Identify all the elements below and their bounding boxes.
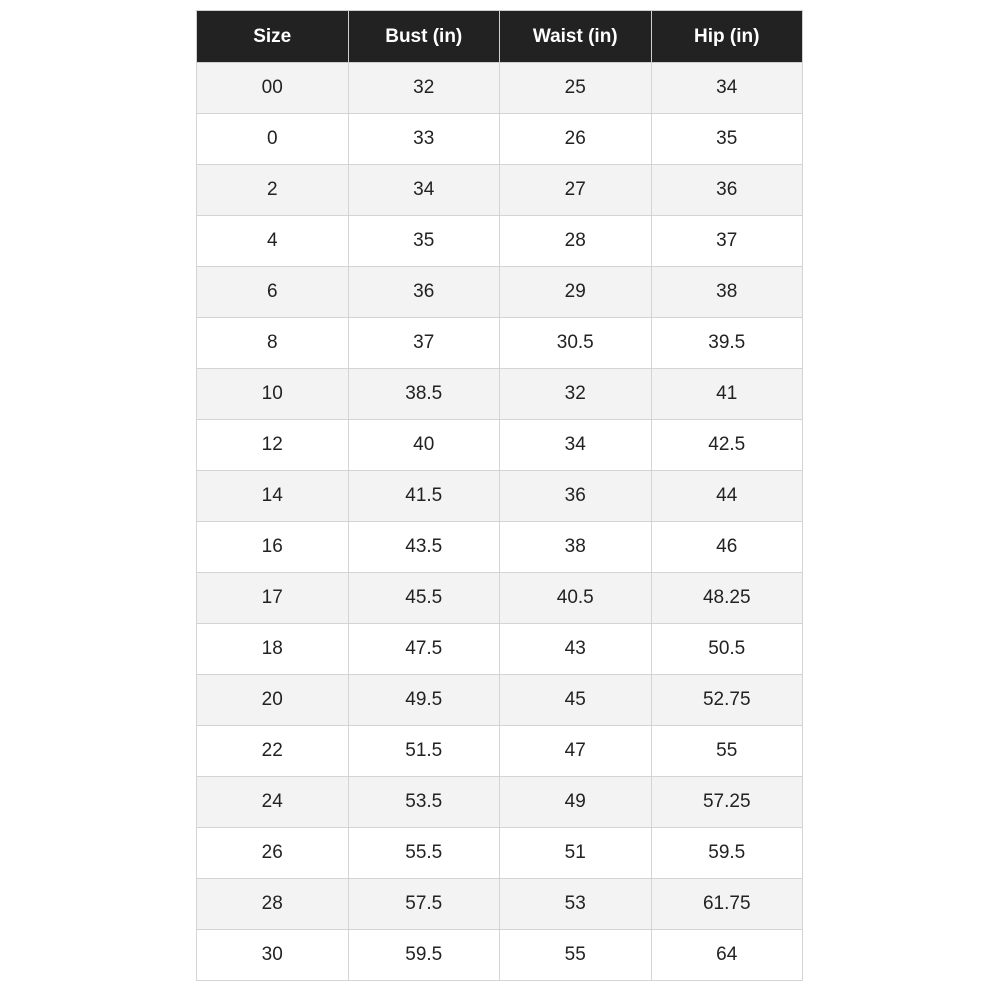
- waist-cell: 38: [500, 522, 652, 573]
- size-cell: 30: [197, 930, 349, 981]
- hip-cell: 35: [651, 114, 803, 165]
- table-row: [197, 624, 803, 675]
- size-cell: 4: [197, 216, 349, 267]
- table-row: [197, 267, 803, 318]
- size-cell: 24: [197, 777, 349, 828]
- waist-cell: 51: [500, 828, 652, 879]
- hip-cell: 48.25: [651, 573, 803, 624]
- table-row: [197, 777, 803, 828]
- table-row: [197, 471, 803, 522]
- size-cell: 26: [197, 828, 349, 879]
- table-row: [197, 114, 803, 165]
- table-row: [197, 828, 803, 879]
- hip-cell: 46: [651, 522, 803, 573]
- waist-cell: 26: [500, 114, 652, 165]
- table-row: [197, 522, 803, 573]
- size-cell: 16: [197, 522, 349, 573]
- bust-cell: 51.5: [348, 726, 500, 777]
- size-cell: 28: [197, 879, 349, 930]
- waist-cell: 30.5: [500, 318, 652, 369]
- header-bust: Bust (in): [348, 11, 500, 63]
- waist-cell: 25: [500, 63, 652, 114]
- bust-cell: 49.5: [348, 675, 500, 726]
- bust-cell: 32: [348, 63, 500, 114]
- table-row: [197, 573, 803, 624]
- hip-cell: 50.5: [651, 624, 803, 675]
- size-cell: 2: [197, 165, 349, 216]
- size-cell: 17: [197, 573, 349, 624]
- size-cell: 20: [197, 675, 349, 726]
- bust-cell: 57.5: [348, 879, 500, 930]
- waist-cell: 53: [500, 879, 652, 930]
- hip-cell: 59.5: [651, 828, 803, 879]
- bust-cell: 45.5: [348, 573, 500, 624]
- size-cell: 18: [197, 624, 349, 675]
- hip-cell: 44: [651, 471, 803, 522]
- header-row: [197, 11, 803, 63]
- bust-cell: 33: [348, 114, 500, 165]
- table-row: [197, 879, 803, 930]
- hip-cell: 64: [651, 930, 803, 981]
- bust-cell: 34: [348, 165, 500, 216]
- table-row: [197, 675, 803, 726]
- table-row: [197, 165, 803, 216]
- table-row: [197, 318, 803, 369]
- hip-cell: 39.5: [651, 318, 803, 369]
- hip-cell: 38: [651, 267, 803, 318]
- hip-cell: 61.75: [651, 879, 803, 930]
- table-row: [197, 726, 803, 777]
- size-chart-table: [196, 10, 803, 981]
- header-waist: Waist (in): [500, 11, 652, 63]
- size-cell: 0: [197, 114, 349, 165]
- hip-cell: 55: [651, 726, 803, 777]
- waist-cell: 49: [500, 777, 652, 828]
- waist-cell: 27: [500, 165, 652, 216]
- bust-cell: 59.5: [348, 930, 500, 981]
- size-cell: 12: [197, 420, 349, 471]
- bust-cell: 35: [348, 216, 500, 267]
- header-hip: Hip (in): [651, 11, 803, 63]
- table-body: [197, 63, 803, 981]
- waist-cell: 34: [500, 420, 652, 471]
- size-cell: 22: [197, 726, 349, 777]
- hip-cell: 52.75: [651, 675, 803, 726]
- hip-cell: 57.25: [651, 777, 803, 828]
- size-cell: 10: [197, 369, 349, 420]
- hip-cell: 36: [651, 165, 803, 216]
- waist-cell: 40.5: [500, 573, 652, 624]
- hip-cell: 34: [651, 63, 803, 114]
- bust-cell: 41.5: [348, 471, 500, 522]
- waist-cell: 43: [500, 624, 652, 675]
- hip-cell: 42.5: [651, 420, 803, 471]
- bust-cell: 47.5: [348, 624, 500, 675]
- waist-cell: 32: [500, 369, 652, 420]
- bust-cell: 40: [348, 420, 500, 471]
- table-row: [197, 216, 803, 267]
- bust-cell: 53.5: [348, 777, 500, 828]
- bust-cell: 36: [348, 267, 500, 318]
- table-row: [197, 63, 803, 114]
- table-row: [197, 420, 803, 471]
- waist-cell: 55: [500, 930, 652, 981]
- waist-cell: 28: [500, 216, 652, 267]
- bust-cell: 43.5: [348, 522, 500, 573]
- bust-cell: 55.5: [348, 828, 500, 879]
- waist-cell: 47: [500, 726, 652, 777]
- bust-cell: 37: [348, 318, 500, 369]
- size-cell: 8: [197, 318, 349, 369]
- waist-cell: 45: [500, 675, 652, 726]
- hip-cell: 37: [651, 216, 803, 267]
- table-row: [197, 930, 803, 981]
- table-header: [197, 11, 803, 63]
- size-cell: 14: [197, 471, 349, 522]
- waist-cell: 36: [500, 471, 652, 522]
- waist-cell: 29: [500, 267, 652, 318]
- size-cell: 6: [197, 267, 349, 318]
- size-cell: 00: [197, 63, 349, 114]
- table-row: [197, 369, 803, 420]
- hip-cell: 41: [651, 369, 803, 420]
- bust-cell: 38.5: [348, 369, 500, 420]
- header-size: Size: [197, 11, 349, 63]
